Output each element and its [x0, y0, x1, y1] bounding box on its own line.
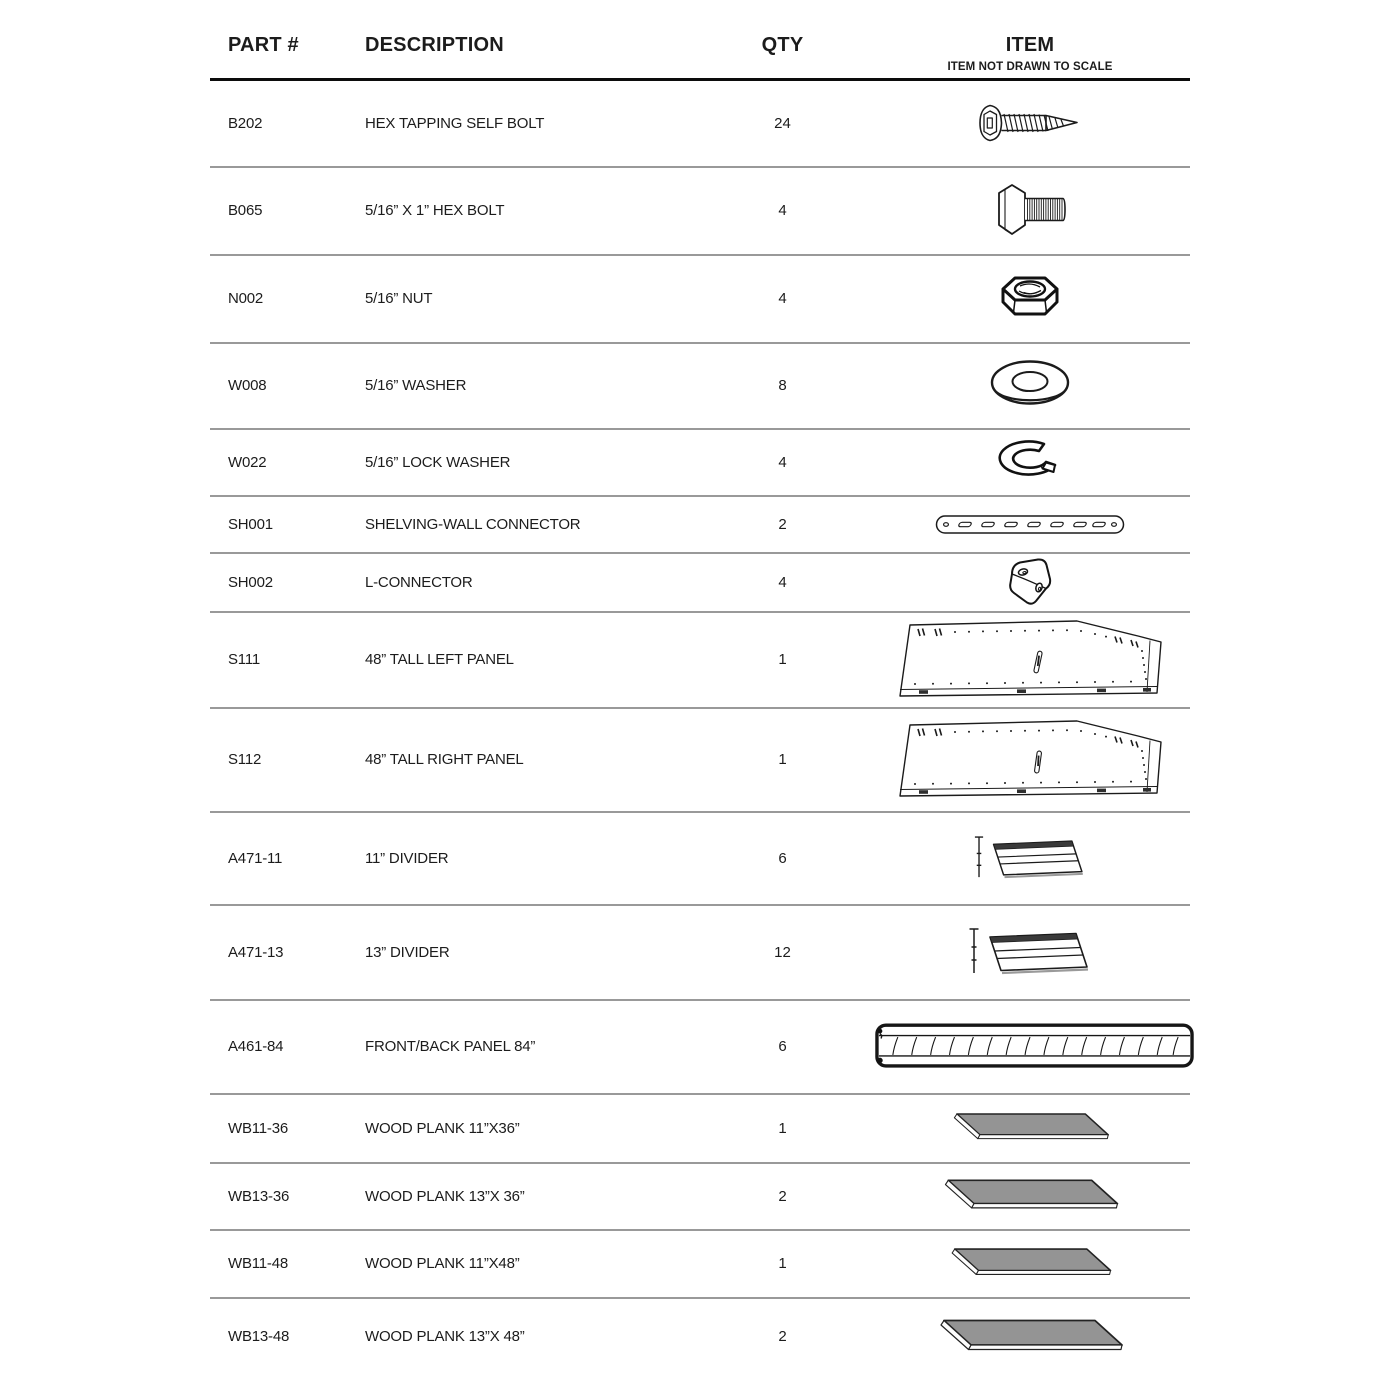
part-qty: 4 [778, 202, 787, 220]
column-header-part: PART # [228, 34, 299, 56]
part-number: W008 [228, 377, 267, 395]
part-qty: 12 [774, 943, 791, 961]
part-description: WOOD PLANK 13”X 36” [365, 1187, 525, 1205]
part-number: S111 [228, 651, 261, 669]
table-row [210, 256, 1190, 344]
part-number: WB13-48 [228, 1328, 290, 1346]
part-number: B065 [228, 202, 263, 220]
part-illustration [870, 832, 1190, 884]
table-row [210, 554, 1190, 613]
divider-icon [969, 832, 1091, 884]
part-description: 5/16” NUT [365, 290, 433, 308]
part-qty: 24 [774, 114, 791, 132]
l-bracket-icon [1002, 557, 1058, 607]
part-illustration [870, 1317, 1190, 1357]
part-illustration [870, 183, 1190, 239]
slotted-strap-icon [935, 512, 1125, 537]
part-description: 5/16” WASHER [365, 377, 467, 395]
hex-bolt-icon [992, 183, 1068, 239]
part-number: WB11-36 [228, 1119, 289, 1137]
part-description: 5/16” LOCK WASHER [365, 453, 511, 471]
part-number: B202 [228, 114, 263, 132]
part-description: WOOD PLANK 11”X36” [365, 1119, 520, 1137]
part-number: A471-13 [228, 943, 284, 961]
column-header-item [870, 31, 1190, 74]
parts-table [210, 31, 1190, 1375]
part-number: W022 [228, 453, 267, 471]
part-illustration [870, 103, 1190, 143]
wood-plank-icon [927, 1317, 1133, 1357]
part-qty: 1 [778, 1119, 787, 1137]
part-qty: 6 [778, 1038, 787, 1056]
part-qty: 2 [778, 1328, 787, 1346]
part-number: N002 [228, 290, 264, 308]
part-qty: 6 [778, 849, 787, 867]
part-description: L-CONNECTOR [365, 573, 473, 591]
part-description: 13” DIVIDER [365, 943, 450, 961]
table-row [210, 1164, 1190, 1231]
item-scale-note: ITEM NOT DRAWN TO SCALE [947, 61, 1113, 73]
part-qty: 4 [778, 290, 787, 308]
part-description: 11” DIVIDER [365, 849, 449, 867]
part-qty: 4 [778, 573, 787, 591]
column-header-description: DESCRIPTION [365, 34, 504, 56]
tall-right-panel-icon [891, 718, 1169, 802]
washer-icon [989, 358, 1071, 414]
part-description: WOOD PLANK 11”X48” [365, 1255, 520, 1273]
table-row [210, 1299, 1190, 1375]
table-row [210, 613, 1190, 709]
part-qty: 1 [778, 651, 787, 669]
part-number: WB11-48 [228, 1255, 289, 1273]
item-header-label: ITEM [1005, 34, 1055, 56]
table-row [210, 813, 1190, 906]
hex-nut-icon [997, 271, 1063, 327]
table-row [210, 1231, 1190, 1299]
lock-washer-icon [996, 438, 1064, 486]
wood-plank-icon [939, 1111, 1121, 1145]
table-row [210, 1001, 1190, 1095]
part-description: FRONT/BACK PANEL 84” [365, 1038, 536, 1056]
part-qty: 1 [778, 751, 787, 769]
part-illustration [870, 512, 1190, 537]
part-illustration [870, 438, 1190, 486]
part-number: S112 [228, 751, 262, 769]
part-qty: 8 [778, 377, 787, 395]
part-description: WOOD PLANK 13”X 48” [365, 1328, 525, 1346]
table-row [210, 168, 1190, 256]
part-illustration [870, 1177, 1190, 1215]
part-illustration [870, 1246, 1190, 1281]
part-number: SH002 [228, 573, 273, 591]
part-number: WB13-36 [228, 1187, 290, 1205]
part-description: 5/16” X 1” HEX BOLT [365, 202, 505, 220]
part-description: SHELVING-WALL CONNECTOR [365, 515, 581, 533]
table-row [210, 497, 1190, 554]
table-row [210, 906, 1190, 1001]
table-row [210, 81, 1190, 168]
table-row [210, 344, 1190, 430]
hex-tapping-screw-icon [978, 103, 1082, 143]
part-illustration [870, 557, 1190, 607]
part-illustration [870, 271, 1190, 327]
part-illustration [870, 358, 1190, 414]
table-row [210, 1095, 1190, 1164]
part-number: A461-84 [228, 1038, 284, 1056]
part-illustration [870, 718, 1190, 802]
part-description: 48” TALL LEFT PANEL [365, 651, 514, 669]
column-header-qty: QTY [761, 34, 804, 56]
wood-plank-icon [932, 1177, 1128, 1215]
part-illustration [870, 618, 1190, 702]
part-number: A471-11 [228, 849, 283, 867]
part-illustration [870, 923, 1190, 981]
part-qty: 2 [778, 1187, 787, 1205]
part-qty: 2 [778, 515, 787, 533]
wood-plank-icon [933, 1246, 1127, 1281]
table-header-row [210, 31, 1190, 81]
part-illustration [870, 1111, 1190, 1145]
part-description: 48” TALL RIGHT PANEL [365, 751, 524, 769]
tall-left-panel-icon [891, 618, 1169, 702]
table-row [210, 709, 1190, 813]
table-row [210, 430, 1190, 497]
front-back-panel-icon [870, 1021, 1198, 1073]
part-qty: 1 [778, 1255, 787, 1273]
divider-icon [963, 923, 1097, 981]
part-illustration [870, 1021, 1198, 1073]
part-qty: 4 [778, 453, 787, 471]
part-number: SH001 [228, 515, 273, 533]
part-description: HEX TAPPING SELF BOLT [365, 114, 545, 132]
